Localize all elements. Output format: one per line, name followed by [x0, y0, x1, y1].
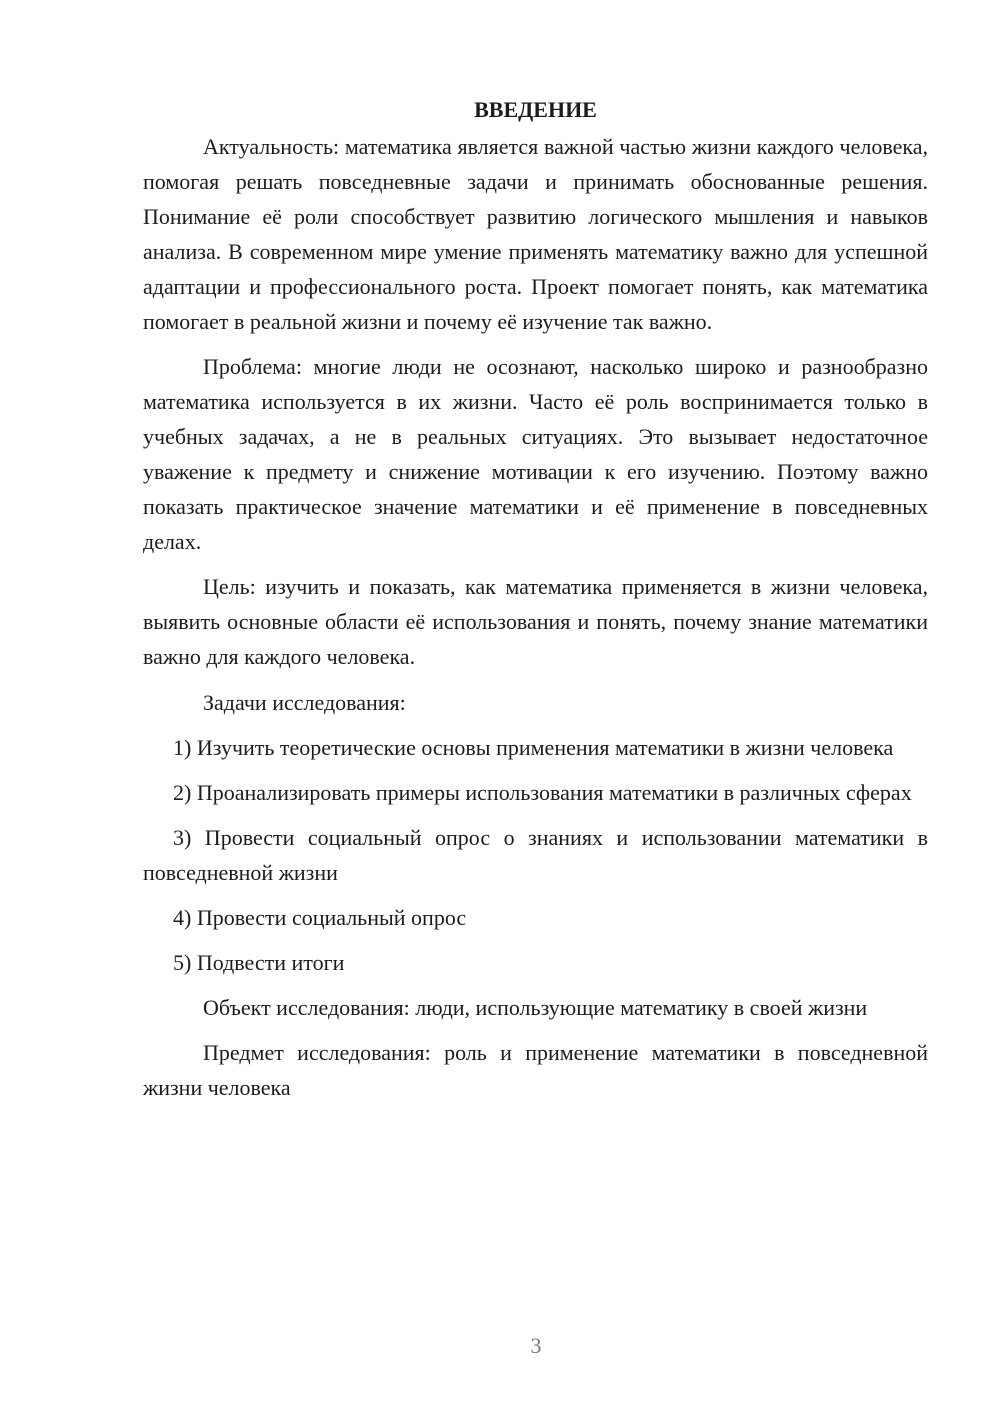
section-heading: ВВЕДЕНИЕ — [474, 97, 597, 122]
research-object: Объект исследования: люди, использующие математику в своей жизни — [203, 995, 868, 1020]
task-item: 2) Проанализировать примеры использования математики в различных сферах — [173, 780, 912, 805]
paragraph-problem: Проблема: многие люди не осознают, насколько широко и разнообразно математика используется в их жизни. Часто её роль воспринимается только в учебных задачах, а не в реальных ситуациях. Это вызывает недостаточное уважение к предмету и снижение мотивации к его изучению. Поэтому важно показать практическое значение математики и её применение в повседневных делах. — [143, 354, 928, 554]
tasks-title: Задачи исследования: — [203, 690, 406, 715]
task-item: 1) Изучить теоретические основы применения математики в жизни человека — [173, 735, 894, 760]
page-content — [143, 92, 928, 1105]
page-number: 3 — [530, 1333, 542, 1358]
paragraph-goal: Цель: изучить и показать, как математика применяется в жизни человека, выявить основные области её использования и понять, почему знание математики важно для каждого человека. — [143, 574, 928, 669]
task-item: 4) Провести социальный опрос — [173, 905, 467, 930]
task-item: 5) Подвести итоги — [173, 950, 345, 975]
paragraph-relevance: Актуальность: математика является важной частью жизни каждого человека, помогая решать повседневные задачи и принимать обоснованные решения. Понимание её роли способствует развитию логического мышления и навыков анализа. В современном мире умение применять математику важно для успешной адаптации и профессионального роста. Проект помогает понять, как математика помогает в реальной жизни и почему её изучение так важно. — [143, 134, 928, 334]
research-subject: Предмет исследования: роль и применение математики в повседневной жизни человека — [143, 1040, 928, 1100]
task-item: 3) Провести социальный опрос о знаниях и использовании математики в повседневной жизни — [143, 825, 928, 885]
